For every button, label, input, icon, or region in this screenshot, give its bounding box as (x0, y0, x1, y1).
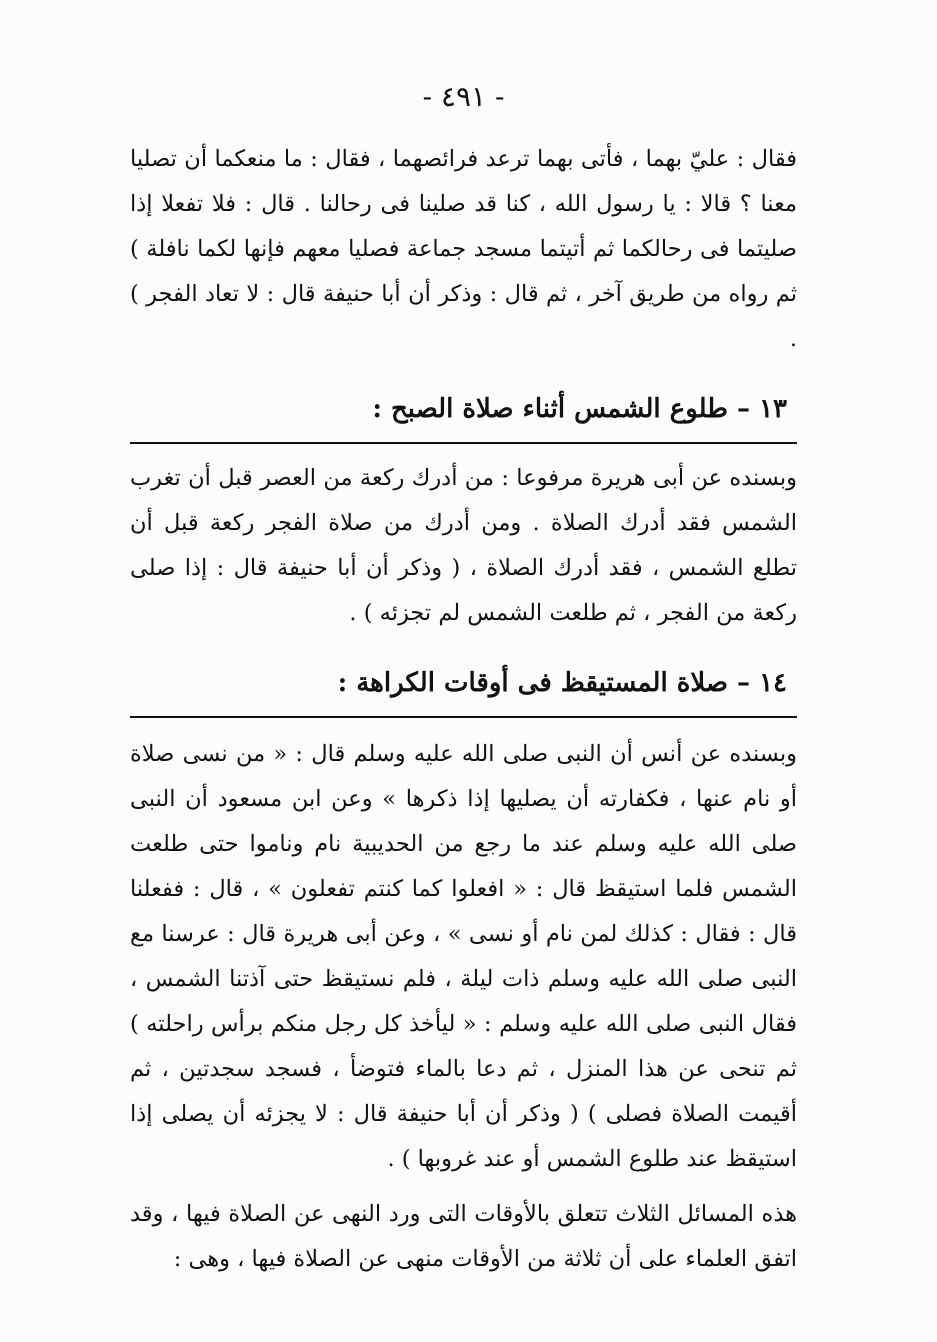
page-number: - ٤٩١ - (422, 80, 505, 113)
paragraph-3: وبسنده عن أنس أن النبى صلى الله عليه وسلم قال : « من نسى صلاة أو نام عنها ، فكفارته أن يصليها إذا ذكرها » وعن ابن مسعود أن النبى صلى الله عليه وسلم عند ما رجع من الحديبية نام وناموا حتى طلعت الشمس فلما استيقظ قال : « افعلوا كما كنتم تفعلون » ، قال : ففعلنا قال : فقال : كذلك لمن نام أو نسى » ، وعن أبى هريرة قال : عرسنا مع النبى صلى الله عليه وسلم ذات ليلة ، فلم نستيقظ حتى آذتنا الشمس ، فقال النبى صلى الله عليه وسلم : « ليأخذ كل رجل منكم برأس راحلته ) ثم تنحى عن هذا المنزل ، ثم دعا بالماء فتوضأ ، فسجد سجدتين ، ثم أقيمت الصلاة فصلى ) ( وذكر أن أبا حنيفة قال : لا يجزئه أن يصلى إذا استيقظ عند طلوع الشمس أو عند غروبها ) . (130, 741, 797, 1172)
paragraph-4: هذه المسائل الثلاث تتعلق بالأوقات التى ورد النهى عن الصلاة فيها ، وقد اتفق العلماء على أن ثلاثة من الأوقات منهى عن الصلاة فيها ، وهى : (130, 1201, 797, 1272)
section-14-heading-wrap (130, 642, 797, 718)
paragraph-2: وبسنده عن أبى هريرة مرفوعا : من أدرك ركعة من العصر قبل أن تغرب الشمس فقد أدرك الصلاة . ومن أدرك من صلاة الفجر ركعة قبل أن تطلع الشمس ، فقد أدرك الصلاة ، ( وذكر أن أبا حنيفة قال : إذا صلى ركعة من الفجر ، ثم طلعت الشمس لم تجزئه ) . (130, 465, 797, 626)
paragraph-1: فقال : عليّ بهما ، فأتى بهما ترعد فرائصهما ، فقال : ما منعكما أن تصليا معنا ؟ قالا : يا رسول الله ، كنا قد صلينا فى رحالنا . قال : فلا تفعلا إذا صليتما فى رحالكما ثم أتيتما مسجد جماعة فصليا معهم فإنها لكما نافلة ) ثم رواه من طريق آخر ، ثم قال : وذكر أن أبا حنيفة قال : لا تعاد الفجر ) . (130, 146, 797, 352)
section-14-heading: ١٤ – صلاة المستيقظ فى أوقات الكراهة : (337, 668, 787, 698)
section-13-heading: ١٣ – طلوع الشمس أثناء صلاة الصبح : (372, 394, 787, 424)
section-13-heading-wrap (130, 368, 797, 444)
